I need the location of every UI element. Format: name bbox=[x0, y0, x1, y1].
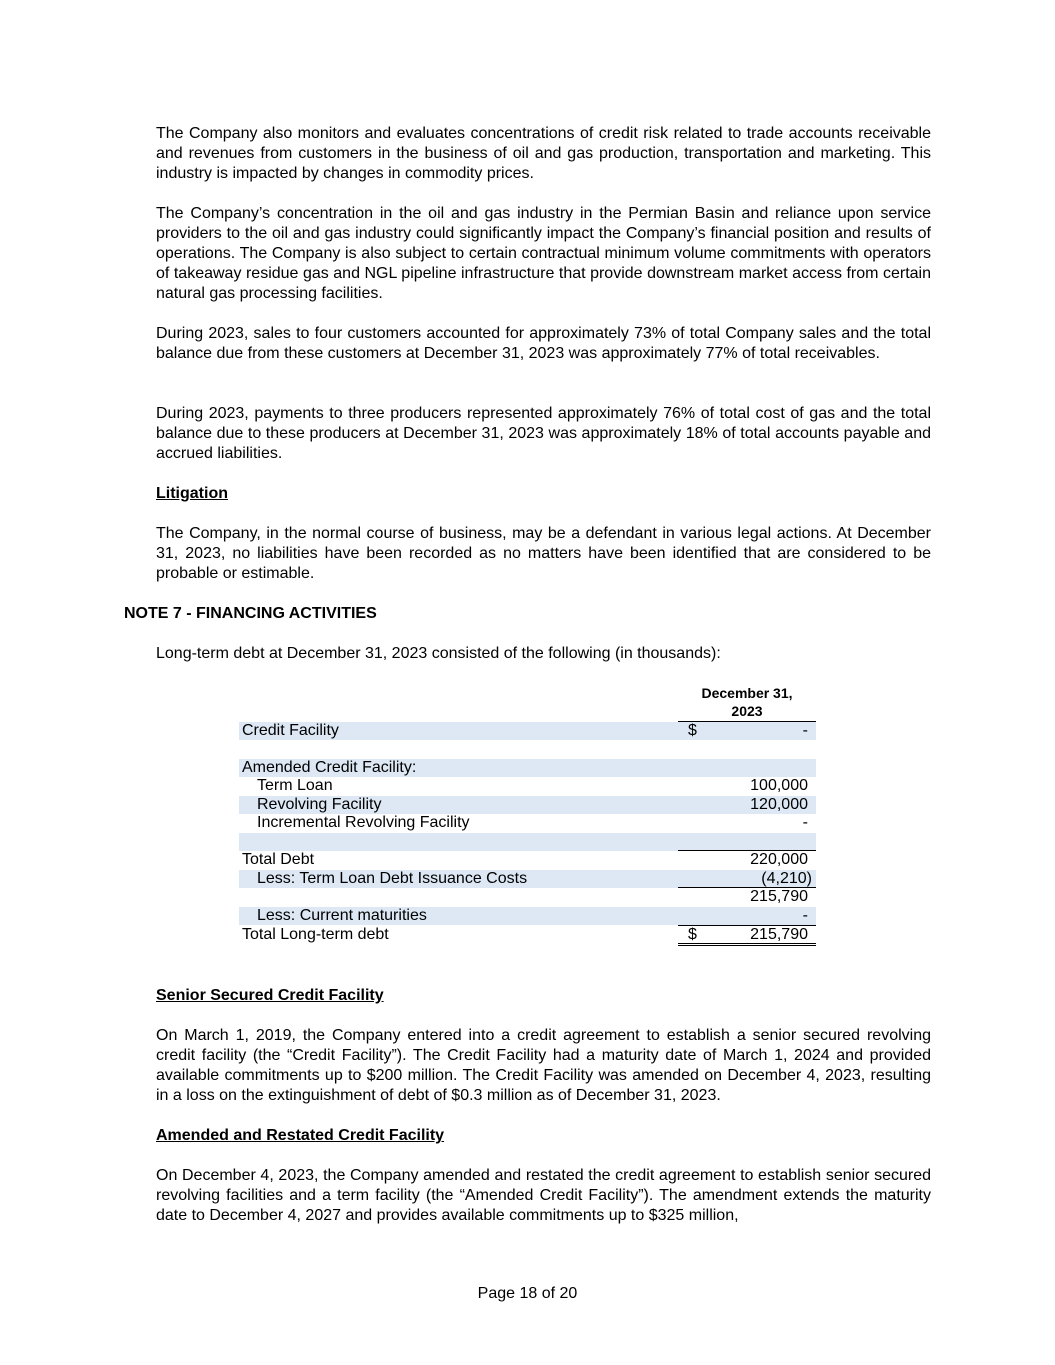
heading-amended-credit-facility: Amended and Restated Credit Facility bbox=[156, 1127, 445, 1144]
table-row bbox=[239, 796, 816, 814]
row-label: Total Long-term debt bbox=[242, 926, 389, 943]
heading-litigation: Litigation bbox=[156, 485, 228, 502]
table-row bbox=[239, 870, 816, 888]
paragraph-customer-concentration: During 2023, sales to four customers accounted for approximately 73% of total Company sales and the total balance due from these customers at December 31, 2023 was approximately 77% of total receivables. bbox=[156, 325, 931, 362]
table-row bbox=[239, 888, 816, 906]
heading-senior-secured-credit-facility: Senior Secured Credit Facility bbox=[156, 987, 384, 1004]
paragraph-credit-facility: On March 1, 2019, the Company entered into a credit agreement to establish a senior secured revolving credit facility (the “Credit Facility”). The Credit Facility had a maturity date of March 1, 2024 and provided available commitments up to $200 million. The Credit Facility was amended on December 4, 2023, resulting in a loss on the extinguishment of debt of $0.3 million as of December 31, 2023. bbox=[156, 1027, 931, 1104]
column-header-line2: 2023 bbox=[731, 703, 763, 719]
table-column-header bbox=[678, 684, 816, 720]
total-double-rule bbox=[678, 943, 816, 946]
row-value: - bbox=[802, 814, 808, 831]
row-value: (4,210) bbox=[761, 870, 812, 887]
row-label: Less: Current maturities bbox=[257, 907, 427, 924]
table-row bbox=[239, 851, 816, 869]
row-value: 100,000 bbox=[750, 777, 808, 794]
table-row bbox=[239, 907, 816, 925]
row-label: Incremental Revolving Facility bbox=[257, 814, 470, 831]
table-row bbox=[239, 926, 816, 944]
row-value: 220,000 bbox=[750, 851, 808, 868]
paragraph-litigation: The Company, in the normal course of business, may be a defendant in various legal actions. At December 31, 2023, no liabilities have been recorded as no matters have been identified that are considered to be probable or estimable. bbox=[156, 525, 931, 582]
heading-note-7: NOTE 7 - FINANCING ACTIVITIES bbox=[124, 605, 377, 622]
column-header-line1: December 31, bbox=[701, 685, 793, 701]
row-currency: $ bbox=[688, 926, 697, 943]
table-row bbox=[239, 740, 816, 758]
table-row bbox=[239, 759, 816, 777]
paragraph-producer-concentration: During 2023, payments to three producers represented approximately 76% of total cost of gas and the total balance due to these producers at December 31, 2023 was approximately 18% of total accounts payable and accrued liabilities. bbox=[156, 405, 931, 462]
row-value: - bbox=[802, 722, 808, 739]
paragraph-amended-credit-facility: On December 4, 2023, the Company amended and restated the credit agreement to establish senior secured revolving facilities and a term facility (the “Amended Credit Facility”). The amendment extends the maturity date to December 4, 2027 and provides available commitments up to $325 million, bbox=[156, 1167, 931, 1224]
row-label: Total Debt bbox=[242, 851, 315, 868]
row-value: 120,000 bbox=[750, 796, 808, 813]
row-label: Less: Term Loan Debt Issuance Costs bbox=[257, 870, 528, 887]
table-row bbox=[239, 722, 816, 740]
paragraph-industry-concentration: The Company’s concentration in the oil and gas industry in the Permian Basin and reliance upon service providers to the oil and gas industry could significantly impact the Company’s financial position and results of operations. The Company is also subject to certain contractual minimum volume commitments with operators of takeaway residue gas and NGL pipeline infrastructure that provide downstream market access from certain natural gas processing facilities. bbox=[156, 205, 931, 302]
row-value: 215,790 bbox=[750, 926, 808, 943]
row-currency: $ bbox=[688, 722, 697, 739]
row-value: - bbox=[802, 907, 808, 924]
row-label: Term Loan bbox=[257, 777, 333, 794]
row-label: Revolving Facility bbox=[257, 796, 382, 813]
paragraph-long-term-debt-intro: Long-term debt at December 31, 2023 consisted of the following (in thousands): bbox=[156, 645, 721, 662]
row-label: Credit Facility bbox=[242, 722, 339, 739]
paragraph-credit-risk: The Company also monitors and evaluates concentrations of credit risk related to trade accounts receivable and revenues from customers in the business of oil and gas production, transportation and marketing. This industry is impacted by changes in commodity prices. bbox=[156, 125, 931, 182]
table-row bbox=[239, 833, 816, 851]
table-row bbox=[239, 777, 816, 795]
row-value: 215,790 bbox=[750, 888, 808, 905]
page-number: Page 18 of 20 bbox=[477, 1285, 578, 1302]
table-row bbox=[239, 814, 816, 832]
row-label: Amended Credit Facility: bbox=[242, 759, 417, 776]
